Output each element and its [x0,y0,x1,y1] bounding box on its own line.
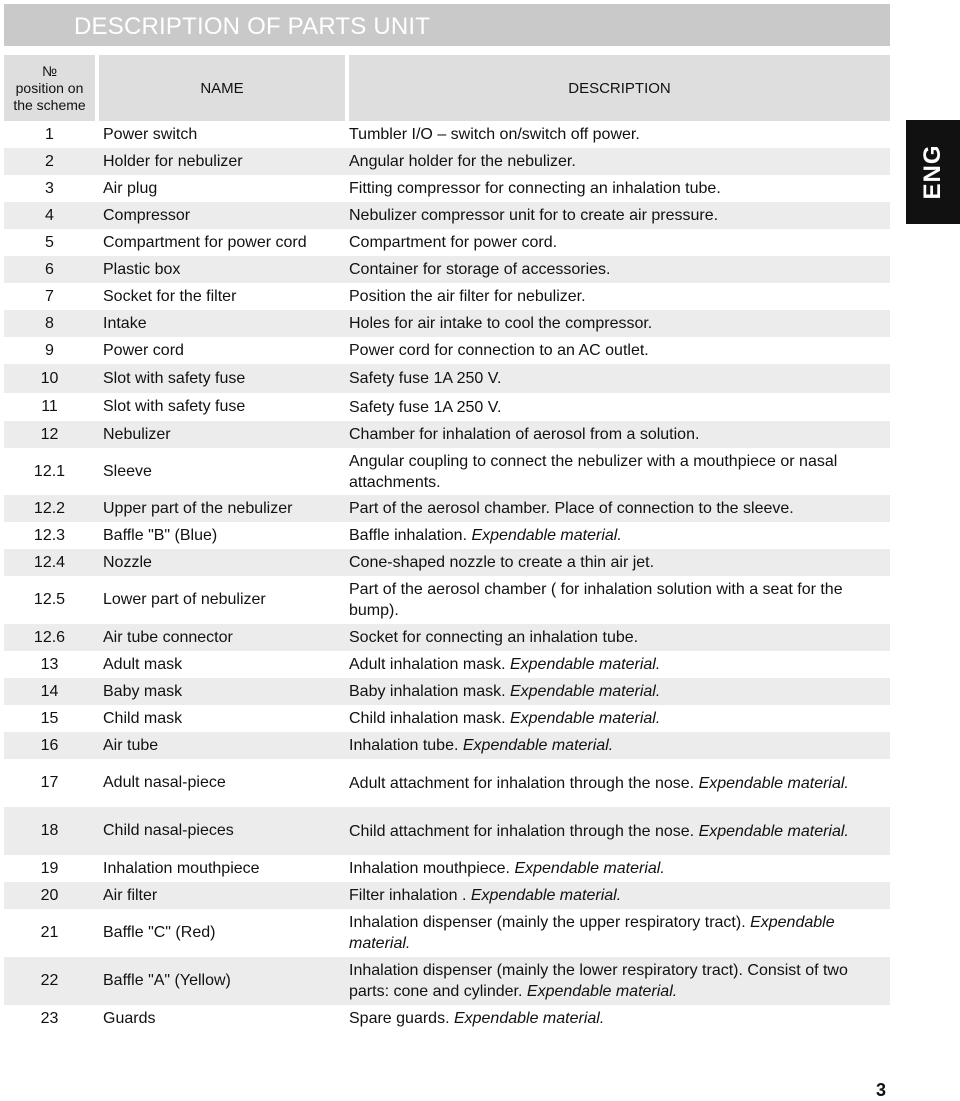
row-position-number: 15 [40,709,59,727]
table-row [4,732,890,759]
row-part-name: Air tube [103,736,159,754]
row-description-note: Expendable material. [526,983,678,1000]
row-part-name: Power cord [103,341,184,359]
row-description [345,912,890,954]
row-description [345,579,890,621]
row-part-name: Slot with safety fuse [103,369,246,387]
row-description-text: Part of the aerosol chamber. Place of connection to the sleeve. [349,500,794,517]
row-position-number: 12.1 [33,462,66,480]
table-row [4,807,890,855]
row-description [345,397,890,418]
table-row [4,283,890,310]
row-position-number: 12.5 [33,591,66,608]
row-description-text: Chamber for inhalation of aerosol from a solution. [349,426,700,443]
row-part-name: Upper part of the nebulizer [103,499,293,517]
row-description [345,498,890,519]
header-position-number-label: № position on the scheme [13,62,86,113]
row-description-text: Cone-shaped nozzle to create a thin air jet. [349,554,655,571]
row-position-number: 12.3 [33,526,66,544]
row-description-text: Adult attachment for inhalation through the nose. [349,774,699,792]
table-row [4,882,890,909]
row-description [345,1008,890,1029]
table-row [4,576,890,624]
table-row [4,1005,890,1032]
row-description [345,735,890,756]
row-part-name: Baffle "C" (Red) [103,924,216,941]
row-description-note: Expendable material. [470,887,622,904]
row-description-text: Inhalation dispenser (mainly the upper respiratory tract). [349,914,751,931]
row-description-note: Expendable material. [462,737,614,754]
row-part-name: Air plug [103,179,158,197]
row-description-text: Safety fuse 1A 250 V. [349,370,502,387]
section-title: DESCRIPTION OF PARTS UNIT [74,13,431,40]
row-position-number: 1 [45,125,54,143]
table-row [4,624,890,651]
row-description-text: Nebulizer compressor unit for to create air pressure. [349,207,719,224]
row-description-text: Spare guards. [349,1010,454,1027]
row-position-number: 23 [40,1009,59,1027]
row-part-name: Baffle "A" (Yellow) [103,972,231,989]
row-description-text: Container for storage of accessories. [349,261,611,278]
table-row [4,229,890,256]
row-description-note: Expendable material. [453,1010,605,1027]
row-description-note: Expendable material. [509,710,661,727]
row-position-number: 10 [40,369,59,387]
row-position-number: 3 [45,179,54,197]
row-description [345,681,890,702]
parts-table-body [4,121,890,1032]
row-position-number: 13 [40,655,59,673]
header-description [349,55,890,121]
row-description [345,259,890,280]
row-description-note: Expendable material. [698,774,849,792]
row-description [345,708,890,729]
row-part-name: Adult mask [103,655,183,673]
row-part-name: Nebulizer [103,425,171,443]
table-row [4,957,890,1005]
row-position-number: 5 [45,233,54,251]
row-description-note: Expendable material. [509,683,661,700]
row-position-number: 18 [40,822,59,839]
row-description-text: Angular holder for the nebulizer. [349,153,576,170]
row-part-name: Air filter [103,886,158,904]
row-part-name: Sleeve [103,462,152,480]
table-row [4,549,890,576]
table-row [4,121,890,148]
table-row [4,495,890,522]
table-row [4,364,890,393]
row-position-number: 22 [40,972,59,989]
row-description [345,552,890,573]
row-position-number: 12.4 [33,553,66,571]
table-row [4,705,890,732]
row-position-number: 2 [45,152,54,170]
row-part-name: Power switch [103,125,198,143]
row-position-number: 12.2 [33,499,66,517]
row-description-text: Angular coupling to connect the nebulizer with a mouthpiece or nasal attachments. [349,452,838,491]
row-description-text: Tumbler I/O – switch on/switch off power. [349,126,640,143]
row-position-number: 14 [40,682,59,700]
row-position-number: 19 [40,859,59,877]
row-description-text: Child inhalation mask. [349,710,510,727]
row-description [345,773,890,794]
row-description [345,286,890,307]
row-part-name: Slot with safety fuse [103,398,246,415]
row-description-text: Compartment for power cord. [349,234,558,251]
row-part-name: Lower part of nebulizer [103,591,266,608]
row-description-text: Filter inhalation . [349,887,471,904]
header-position-number [4,55,95,121]
row-description [345,821,890,842]
row-position-number: 8 [45,314,54,332]
table-row [4,393,890,421]
row-position-number: 20 [40,886,59,904]
table-row [4,448,890,495]
table-row [4,175,890,202]
row-description-note: Expendable material. [349,914,835,952]
row-description [345,178,890,199]
row-description [345,232,890,253]
row-description-text: Baffle inhalation. [349,527,472,544]
table-row [4,337,890,364]
language-tab [906,120,960,224]
row-description-text: Position the air filter for nebulizer. [349,288,586,305]
row-part-name: Nozzle [103,553,152,571]
row-part-name: Compartment for power cord [103,233,307,251]
row-description [345,858,890,879]
header-description-label: DESCRIPTION [568,79,671,97]
row-part-name: Child nasal-pieces [103,822,234,839]
row-description [345,627,890,648]
row-description-text: Inhalation mouthpiece. [349,860,515,877]
row-description [345,424,890,445]
table-row [4,678,890,705]
table-header [4,55,890,121]
row-part-name: Plastic box [103,260,181,278]
row-description-text: Inhalation tube. [349,737,463,754]
row-description [345,368,890,389]
table-row [4,651,890,678]
row-description-note: Expendable material. [471,527,622,544]
row-part-name: Intake [103,314,147,332]
row-position-number: 16 [40,736,59,754]
row-description [345,124,890,145]
table-row [4,421,890,448]
row-description-text: Inhalation dispenser (mainly the lower respiratory tract). Consist of two parts: cone and cylinder. [349,962,848,1000]
row-description [345,525,890,546]
header-name [99,55,345,121]
row-position-number: 7 [45,287,54,305]
row-part-name: Compressor [103,206,191,224]
row-description-text: Fitting compressor for connecting an inhalation tube. [349,180,721,197]
row-description-note: Expendable material. [509,656,661,673]
table-row [4,909,890,957]
row-part-name: Child mask [103,709,183,727]
row-description-note: Expendable material. [514,860,665,877]
row-description [345,205,890,226]
row-description [345,313,890,334]
row-position-number: 6 [45,260,54,278]
row-part-name: Inhalation mouthpiece [103,859,260,877]
row-position-number: 12.6 [33,628,66,646]
page-number: 3 [876,1080,887,1100]
row-description-text: Adult inhalation mask. [349,656,510,673]
row-description [345,151,890,172]
row-description-text: Power cord for connection to an AC outlet. [349,342,649,359]
row-description [345,960,890,1002]
table-row [4,256,890,283]
table-row [4,855,890,882]
row-position-number: 4 [45,206,54,224]
row-description [345,451,890,493]
row-description [345,654,890,675]
row-description-text: Safety fuse 1A 250 V. [349,398,502,416]
row-part-name: Air tube connector [103,628,233,646]
row-position-number: 11 [41,398,58,415]
row-description [345,885,890,906]
table-row [4,759,890,807]
section-title-bar [4,4,890,46]
table-row [4,310,890,337]
row-part-name: Baffle "B" (Blue) [103,526,218,544]
row-part-name: Socket for the filter [103,287,237,305]
row-description-text: Part of the aerosol chamber ( for inhalation solution with a seat for the bump). [349,581,843,619]
row-description-note: Expendable material. [698,822,849,840]
table-row [4,148,890,175]
row-part-name: Guards [103,1009,156,1027]
row-description [345,340,890,361]
row-description-text: Baby inhalation mask. [349,683,510,700]
row-position-number: 21 [40,924,59,941]
row-part-name: Holder for nebulizer [103,152,243,170]
row-part-name: Baby mask [103,682,183,700]
row-description-text: Holes for air intake to cool the compressor. [349,315,653,332]
row-part-name: Adult nasal-piece [103,774,226,791]
row-position-number: 9 [45,341,54,359]
row-position-number: 12 [40,425,59,443]
row-position-number: 17 [40,774,59,791]
header-name-label: NAME [200,79,244,97]
table-row [4,202,890,229]
language-tab-label: ENG [919,144,946,200]
row-description-text: Socket for connecting an inhalation tube. [349,629,639,646]
row-description-text: Child attachment for inhalation through the nose. [349,822,699,840]
table-row [4,522,890,549]
